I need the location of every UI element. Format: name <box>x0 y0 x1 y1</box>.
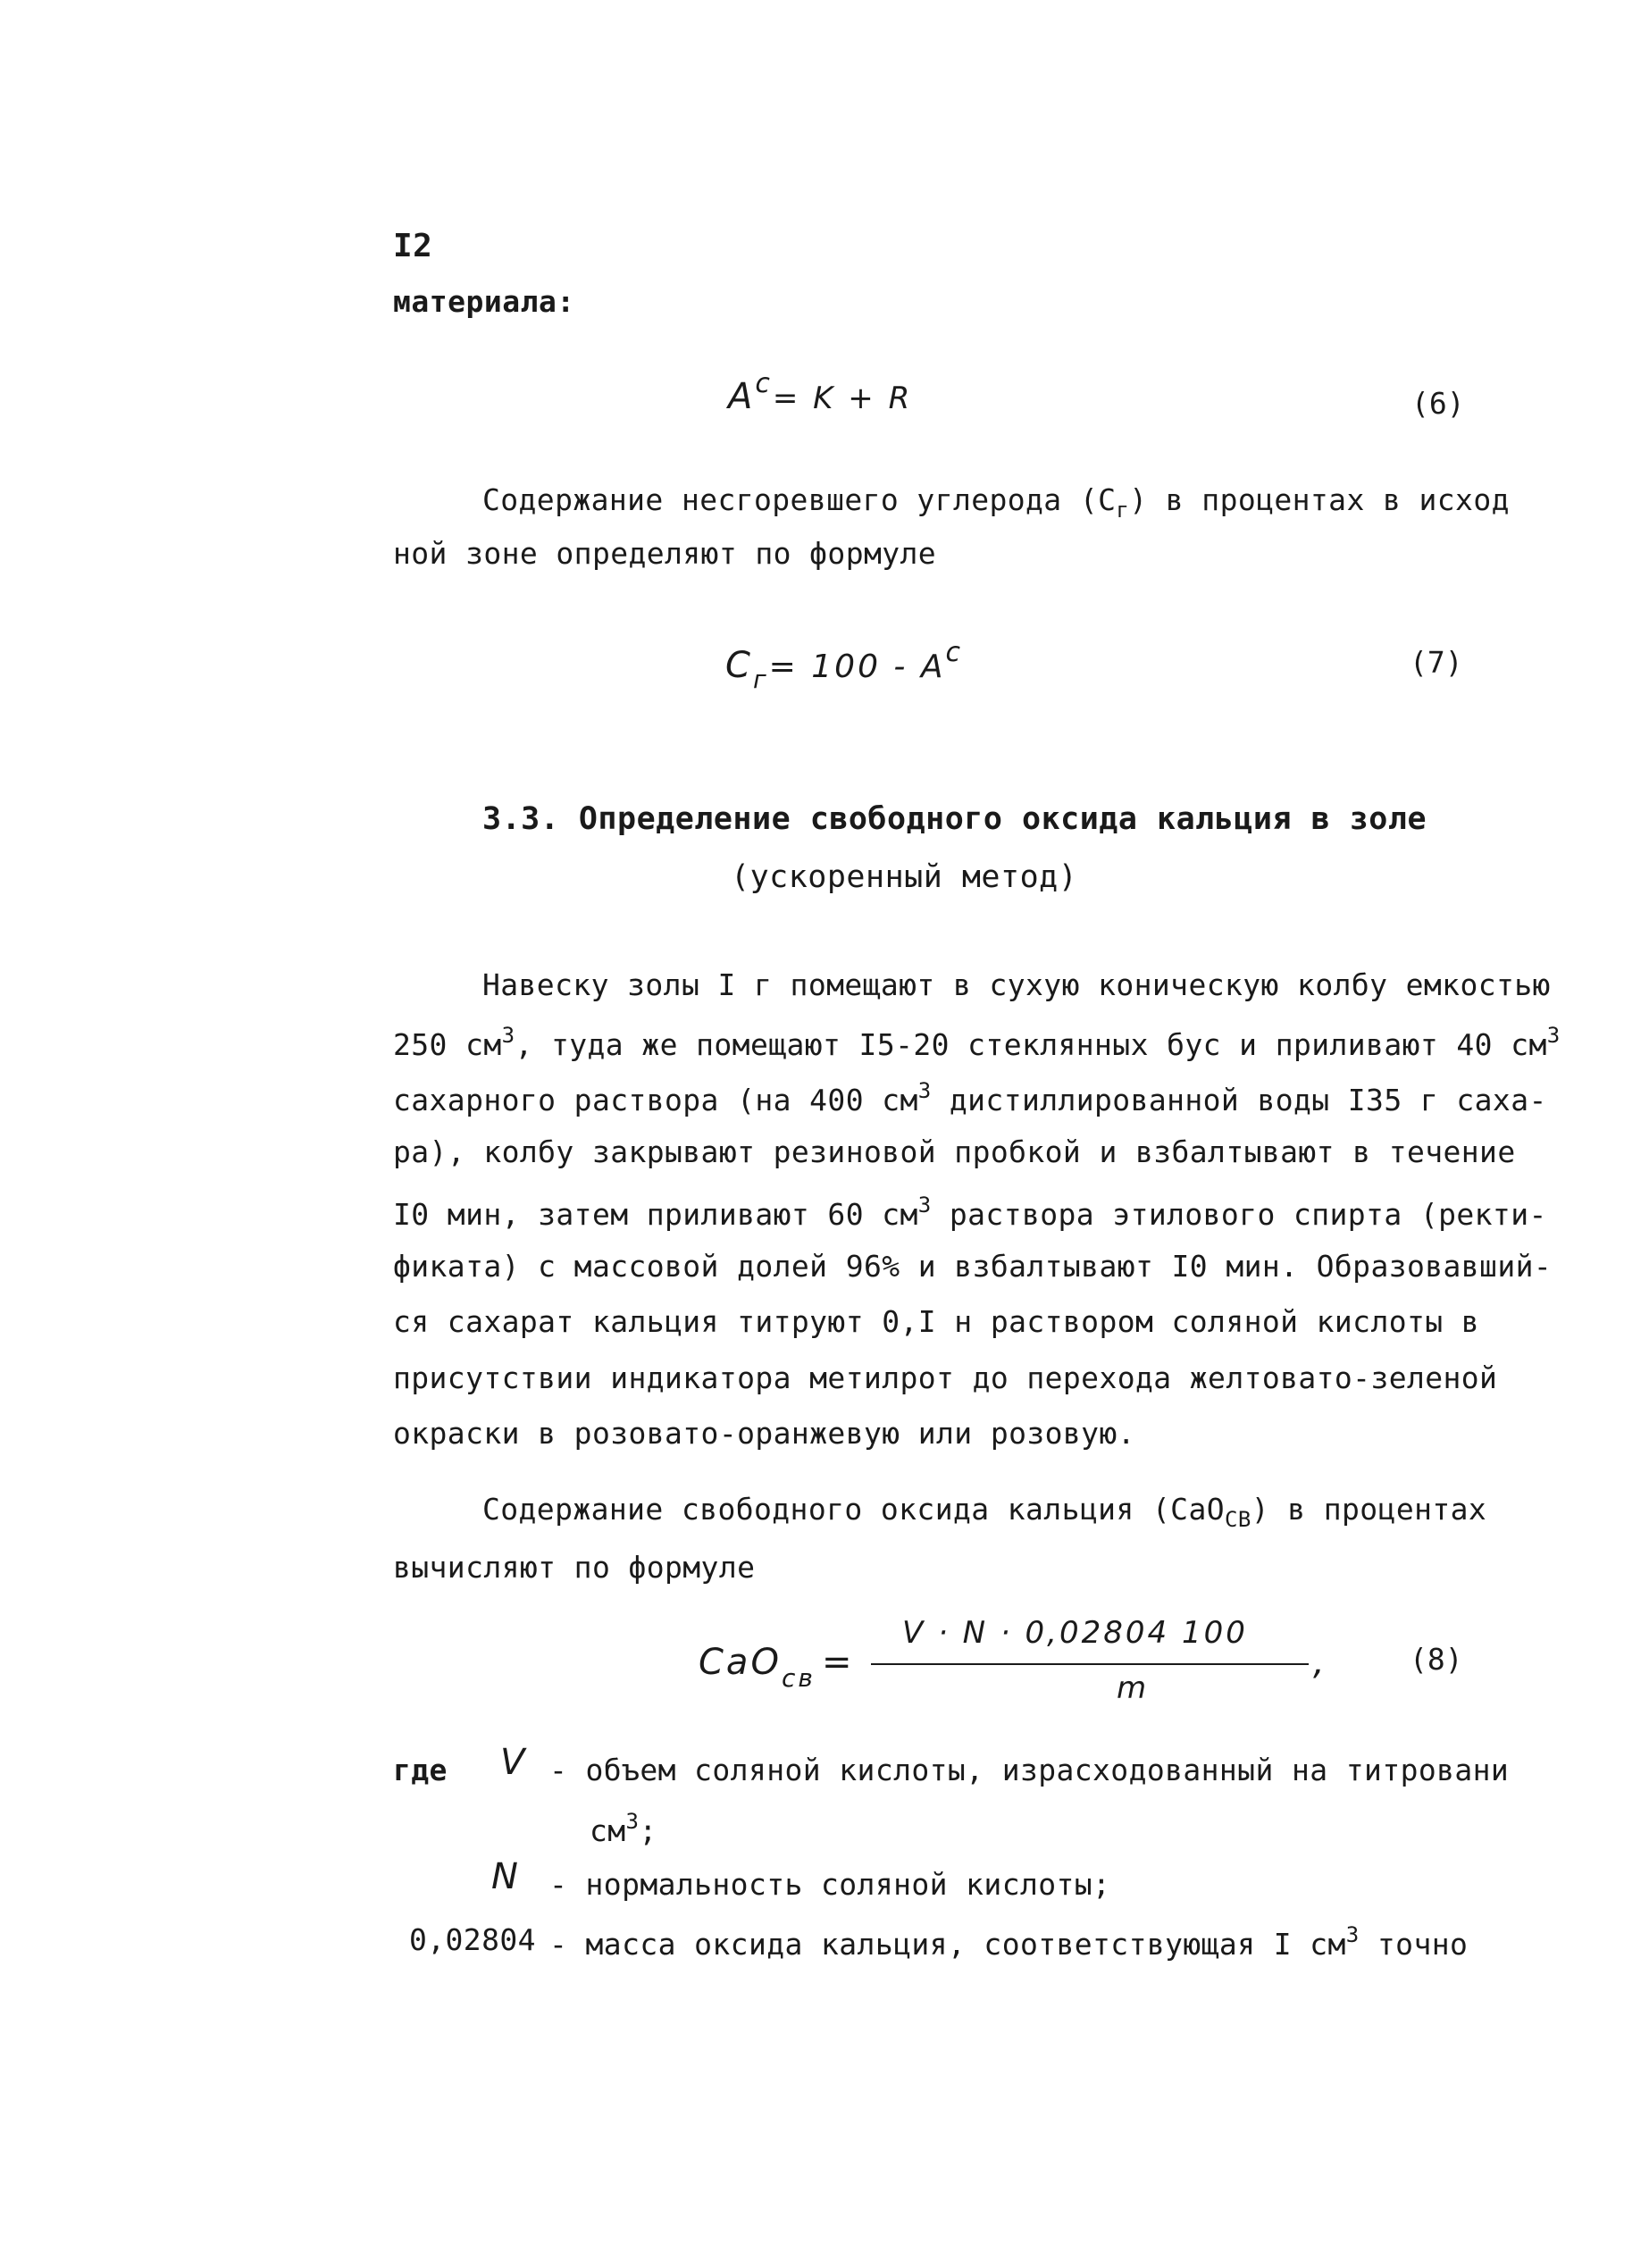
equation-number-6: (6) <box>1411 386 1465 421</box>
formula-6-lhs: A <box>728 376 756 417</box>
paragraph-2-line-1: Навеску золы I г помещают в сухую коническую колбу емкостью <box>482 967 1551 1002</box>
section-title: 3.3. Определение свободного оксида кальция в золе <box>482 801 1427 837</box>
formula-6-sup: c <box>755 368 773 399</box>
equation-number-8: (8) <box>1410 1642 1463 1677</box>
intro-word: материала: <box>393 284 575 319</box>
formula-6 <box>728 368 912 417</box>
paragraph-1-line-1: Содержание несгоревшего углерода $(С_г)$ в процентах в исход <box>482 482 1510 523</box>
formula-8-fraction-bar <box>871 1663 1309 1665</box>
paragraph-2-line-4: ра), колбу закрывают резиновой пробкой и взбалтывают в течение <box>393 1134 1516 1169</box>
paragraph-2-line-8: присутствии индикатора метилрот до перехода желтовато-зеленой <box>393 1360 1498 1395</box>
equation-number-7: (7) <box>1410 645 1463 680</box>
definition-v-continuation: $см^3$; <box>590 1809 657 1848</box>
formula-6-rhs: = K + R <box>772 381 913 416</box>
paragraph-3-line-2: вычисляют по формуле <box>393 1550 756 1585</box>
definitions-where: где <box>393 1753 448 1787</box>
formula-8-equals: = <box>822 1642 855 1683</box>
definition-mass-value: 0,02804 <box>409 1922 536 1957</box>
definition-v-text: - объем соляной кислоты, израсходованный на титровани <box>549 1753 1510 1787</box>
formula-7: $C_г= 100 - A^c$ <box>725 637 963 694</box>
paragraph-2-line-6: фиката) с массовой долей 96% и взбалтывают I0 мин. Образовавший- <box>393 1249 1553 1284</box>
definition-mass-text: - масса оксида кальция, соответствующая I $см^3$ точно <box>549 1922 1469 1962</box>
formula-8-comma: , <box>1313 1642 1327 1683</box>
formula-8-lhs: CaO$_{св}$ <box>699 1642 816 1693</box>
paragraph-1-line-2: ной зоне определяют по формуле <box>393 536 937 571</box>
paragraph-2-line-2: 250 $см^3$, туда же помещают I5-20 стеклянных бус и приливают 40 $см^3$ <box>393 1023 1561 1062</box>
definition-v-symbol: V <box>500 1742 528 1783</box>
paragraph-3-line-1: Содержание свободного оксида кальция (СаО$_{СВ}$) в процентах <box>482 1492 1487 1532</box>
definition-n-symbol: N <box>491 1856 521 1897</box>
paragraph-2-line-5: I0 мин, затем приливают 60 $см^3$ раствора этилового спирта (ректи- <box>393 1193 1547 1232</box>
definition-n-text: - нормальность соляной кислоты; <box>549 1867 1111 1902</box>
paragraph-2-line-7: ся сахарат кальция титруют 0,I н раствором соляной кислоты в <box>393 1304 1480 1339</box>
paragraph-2-line-3: сахарного раствора (на 400 $см^3$ дистиллированной воды I35 г саха- <box>393 1078 1547 1117</box>
formula-8-denominator: m <box>1117 1670 1150 1706</box>
page-number: I2 <box>393 228 433 264</box>
paragraph-2-line-9: окраски в розовато-оранжевую или розовую. <box>393 1416 1135 1451</box>
formula-8-numerator: V · N · 0,02804 100 <box>902 1615 1248 1651</box>
section-subtitle: (ускоренный метод) <box>731 859 1078 895</box>
